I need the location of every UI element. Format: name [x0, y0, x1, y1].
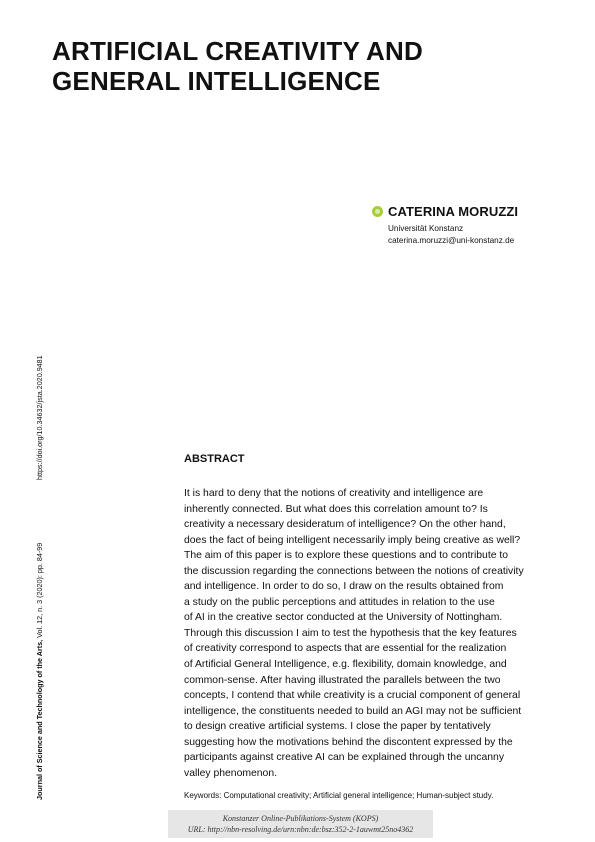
abstract-line: participants against creative AI can be explained through the uncanny	[184, 752, 505, 764]
journal-name: Journal of Science and Technology of the Arts,	[35, 639, 44, 800]
abstract-line: to design creative artificial systems. I close the paper by tentatively	[184, 721, 491, 733]
repository-footer	[168, 810, 433, 838]
abstract-line: the discussion regarding the connections between the notions of creativity	[184, 565, 524, 577]
abstract-line: suggesting how the motivations behind the discontent expressed by the	[184, 736, 513, 748]
abstract-line: a study on the public perceptions and attitudes in relation to the use	[184, 596, 495, 608]
abstract-line: of AI in the creative sector conducted at the University of Nottingham.	[184, 612, 503, 624]
abstract-line: valley phenomenon.	[184, 767, 278, 779]
abstract-line: intelligence, the constituents needed to build an AGI may not be sufficient	[184, 705, 522, 717]
abstract-line: concepts, I contend that while creativity is a crucial component of general	[184, 690, 521, 702]
abstract-line: Through this discussion I aim to test the hypothesis that the key features	[184, 627, 517, 639]
author-block	[372, 204, 518, 247]
author-name: CATERINA MORUZZI	[388, 204, 519, 219]
abstract-line: of creativity correspond to aspects that are essential for the realization	[184, 643, 507, 655]
journal-citation	[35, 543, 44, 800]
abstract-line: inherently connected. But what does this correlation amount to? Is	[184, 503, 488, 515]
abstract-body	[184, 486, 574, 781]
abstract-line: creativity a necessary desideratum of intelligence? On the other hand,	[184, 519, 506, 531]
paper-title	[52, 36, 423, 96]
abstract-line: The aim of this paper is to explore these questions and to contribute to	[184, 550, 509, 562]
repository-name: Konstanzer Online-Publikations-System (KOPS)	[222, 814, 379, 823]
abstract-line: common-sense. After having illustrated the parallels between the two	[184, 674, 501, 686]
abstract-heading: ABSTRACT	[184, 453, 245, 465]
paper-title-line: ARTIFICIAL CREATIVITY AND	[52, 36, 423, 66]
author-header	[372, 204, 518, 219]
author-email[interactable]: caterina.moruzzi@uni-konstanz.de	[388, 236, 515, 245]
orcid-icon[interactable]	[372, 206, 383, 217]
abstract-line: It is hard to deny that the notions of creativity and intelligence are	[184, 488, 484, 499]
paper-title-line: GENERAL INTELLIGENCE	[52, 66, 381, 96]
author-meta	[388, 223, 518, 247]
journal-volume: Vol. 12, n. 3 (2020): pp. 84-99	[35, 542, 44, 640]
doi-link[interactable]: https://doi.org/10.34632/jsta.2020.9481	[35, 355, 44, 480]
repository-url[interactable]: URL: http://nbn-resolving.de/urn:nbn:de:bsz:352-2-1auwmt25no4362	[187, 825, 414, 834]
author-affiliation: Universität Konstanz	[388, 224, 464, 233]
keywords: Keywords: Computational creativity; Artificial general intelligence; Human-subject study.	[184, 791, 494, 800]
abstract-line: does the fact of being intelligent necessarily imply being creative as well?	[184, 534, 521, 546]
abstract-line: and intelligence. In order to do so, I draw on the results obtained from	[184, 581, 504, 593]
abstract-line: of Artificial General Intelligence, e.g. flexibility, domain knowledge, and	[184, 659, 507, 671]
